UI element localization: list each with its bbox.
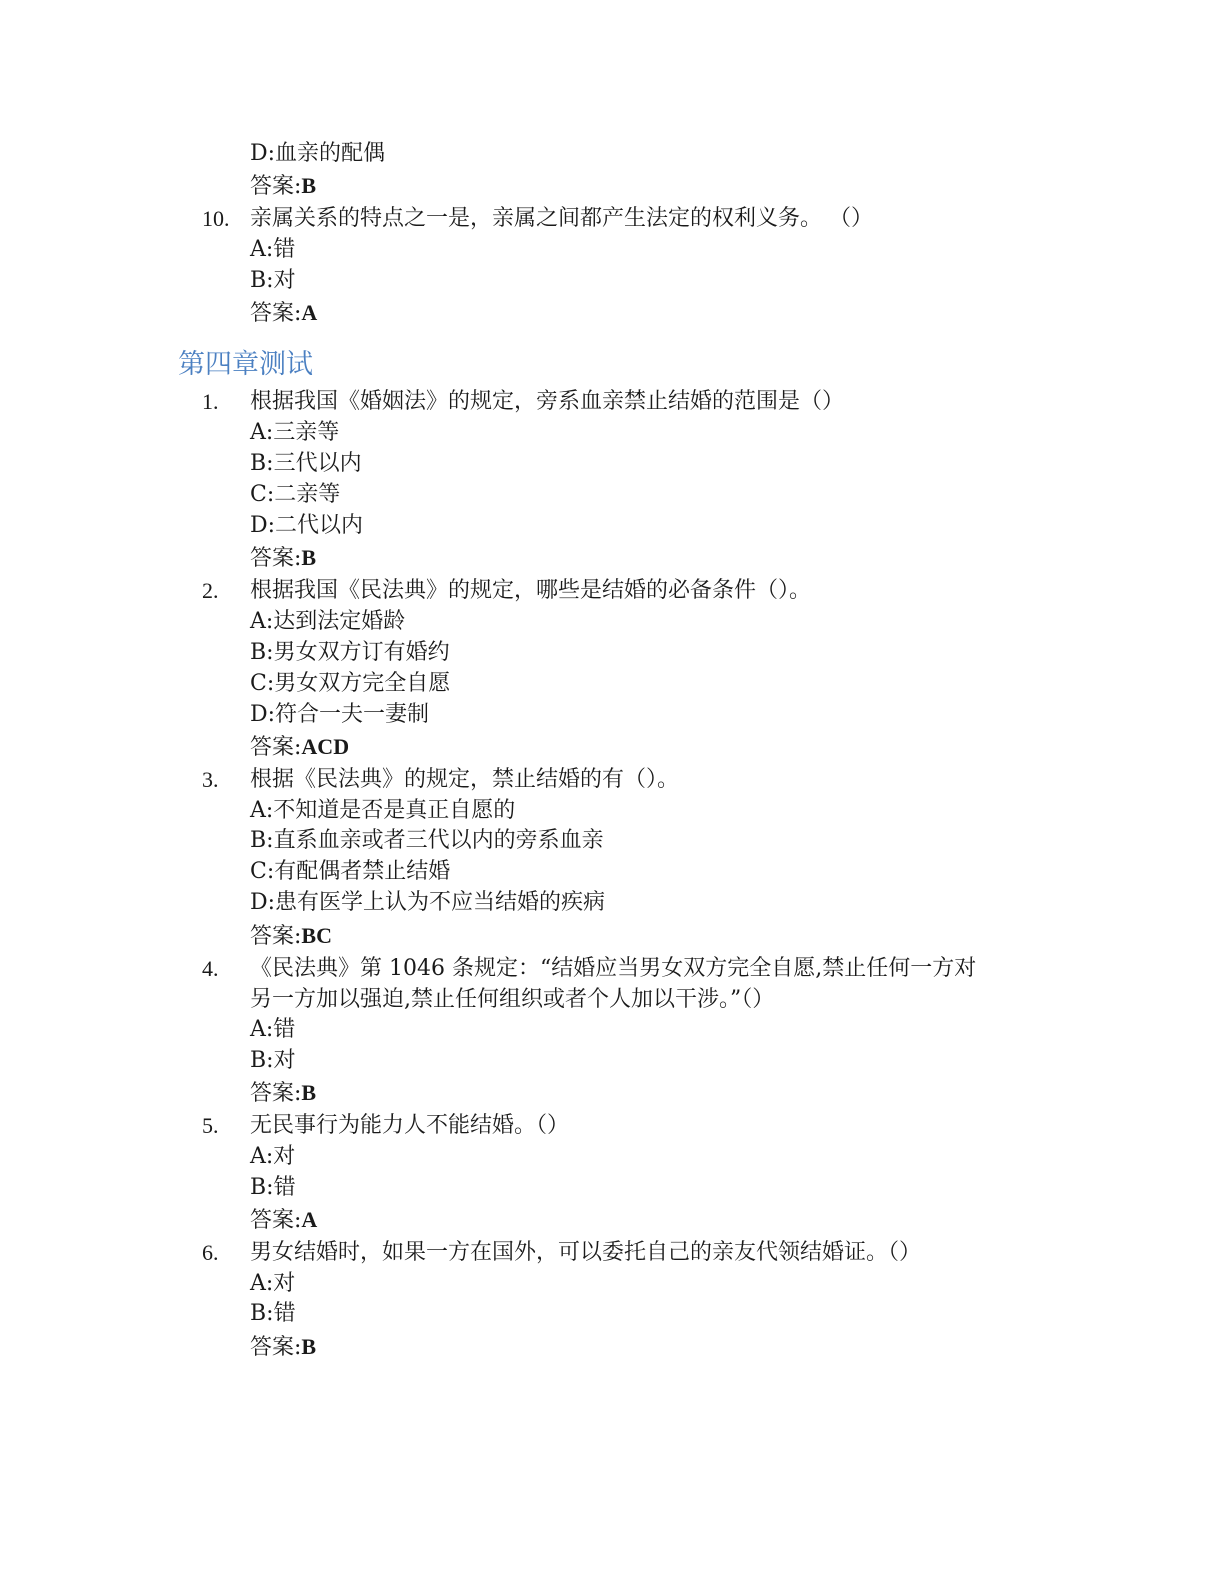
answer-value: A	[301, 300, 318, 325]
question-number: 5.	[202, 1113, 219, 1138]
question-number: 2.	[202, 578, 219, 603]
answer-value: BC	[301, 923, 332, 948]
option-b: B:对	[250, 1048, 296, 1073]
answer	[250, 1332, 316, 1363]
answer	[250, 921, 332, 952]
question-number: 4.	[202, 956, 219, 981]
question-text: 根据我国《婚姻法》的规定，旁系血亲禁止结婚的范围是（）	[250, 389, 845, 414]
answer	[250, 732, 349, 763]
option-b: B:直系血亲或者三代以内的旁系血亲	[250, 828, 604, 853]
option-c: C:二亲等	[250, 482, 341, 507]
option-b: B:错	[250, 1301, 296, 1326]
section-heading: 第四章测试	[178, 349, 313, 380]
answer	[250, 1078, 316, 1109]
question-text: 无民事行为能力人不能结婚。（）	[250, 1113, 570, 1138]
option-d: D:符合一夫一妻制	[250, 702, 430, 727]
option-b: B:男女双方订有婚约	[250, 640, 450, 665]
option-a: A:对	[250, 1271, 296, 1296]
answer-label: 答案:	[250, 174, 302, 199]
answer-value: B	[301, 1080, 317, 1105]
option-a: A:不知道是否是真正自愿的	[250, 798, 516, 823]
question-text-line1: 《民法典》第 1046 条规定：“结婚应当男女双方完全自愿,禁止任何一方对	[250, 956, 977, 981]
answer-label: 答案:	[250, 1208, 302, 1233]
option-c: C:男女双方完全自愿	[250, 671, 451, 696]
answer-value: B	[301, 1334, 317, 1359]
answer-label: 答案:	[250, 1335, 302, 1360]
question-text: 根据我国《民法典》的规定，哪些是结婚的必备条件（）。	[250, 578, 812, 603]
option-c: C:有配偶者禁止结婚	[250, 859, 451, 884]
answer-value: B	[301, 545, 317, 570]
option-d: D:二代以内	[250, 513, 364, 538]
question-text: 亲属关系的特点之一是，亲属之间都产生法定的权利义务。 （）	[250, 206, 873, 231]
question-text: 男女结婚时，如果一方在国外，可以委托自己的亲友代领结婚证。（）	[250, 1240, 922, 1265]
question-number: 3.	[202, 767, 219, 792]
option-a: A:三亲等	[250, 420, 340, 445]
question-text-line2: 另一方加以强迫,禁止任何组织或者个人加以干涉。”（）	[250, 987, 775, 1012]
answer	[250, 543, 316, 574]
answer-label: 答案:	[250, 924, 302, 949]
option-a: A:对	[250, 1144, 296, 1169]
answer-value: A	[301, 1207, 318, 1232]
option-b: B:错	[250, 1175, 296, 1200]
question-number: 1.	[202, 389, 219, 414]
question-text: 根据《民法典》的规定，禁止结婚的有（）。	[250, 767, 680, 792]
answer	[250, 298, 317, 329]
answer-label: 答案:	[250, 1081, 302, 1106]
option-b: B:对	[250, 268, 296, 293]
option-b: B:三代以内	[250, 451, 362, 476]
answer-label: 答案:	[250, 546, 302, 571]
option-d: D:血亲的配偶	[250, 141, 386, 166]
option-a: A:达到法定婚龄	[250, 609, 406, 634]
answer-value: B	[301, 173, 317, 198]
option-d: D:患有医学上认为不应当结婚的疾病	[250, 890, 606, 915]
answer	[250, 171, 316, 202]
answer-label: 答案:	[250, 735, 302, 760]
question-number: 10.	[202, 206, 230, 231]
answer	[250, 1205, 317, 1236]
answer-value: ACD	[301, 734, 350, 759]
answer-label: 答案:	[250, 301, 302, 326]
option-a: A:错	[250, 237, 296, 262]
question-number: 6.	[202, 1240, 219, 1265]
option-a: A:错	[250, 1017, 296, 1042]
